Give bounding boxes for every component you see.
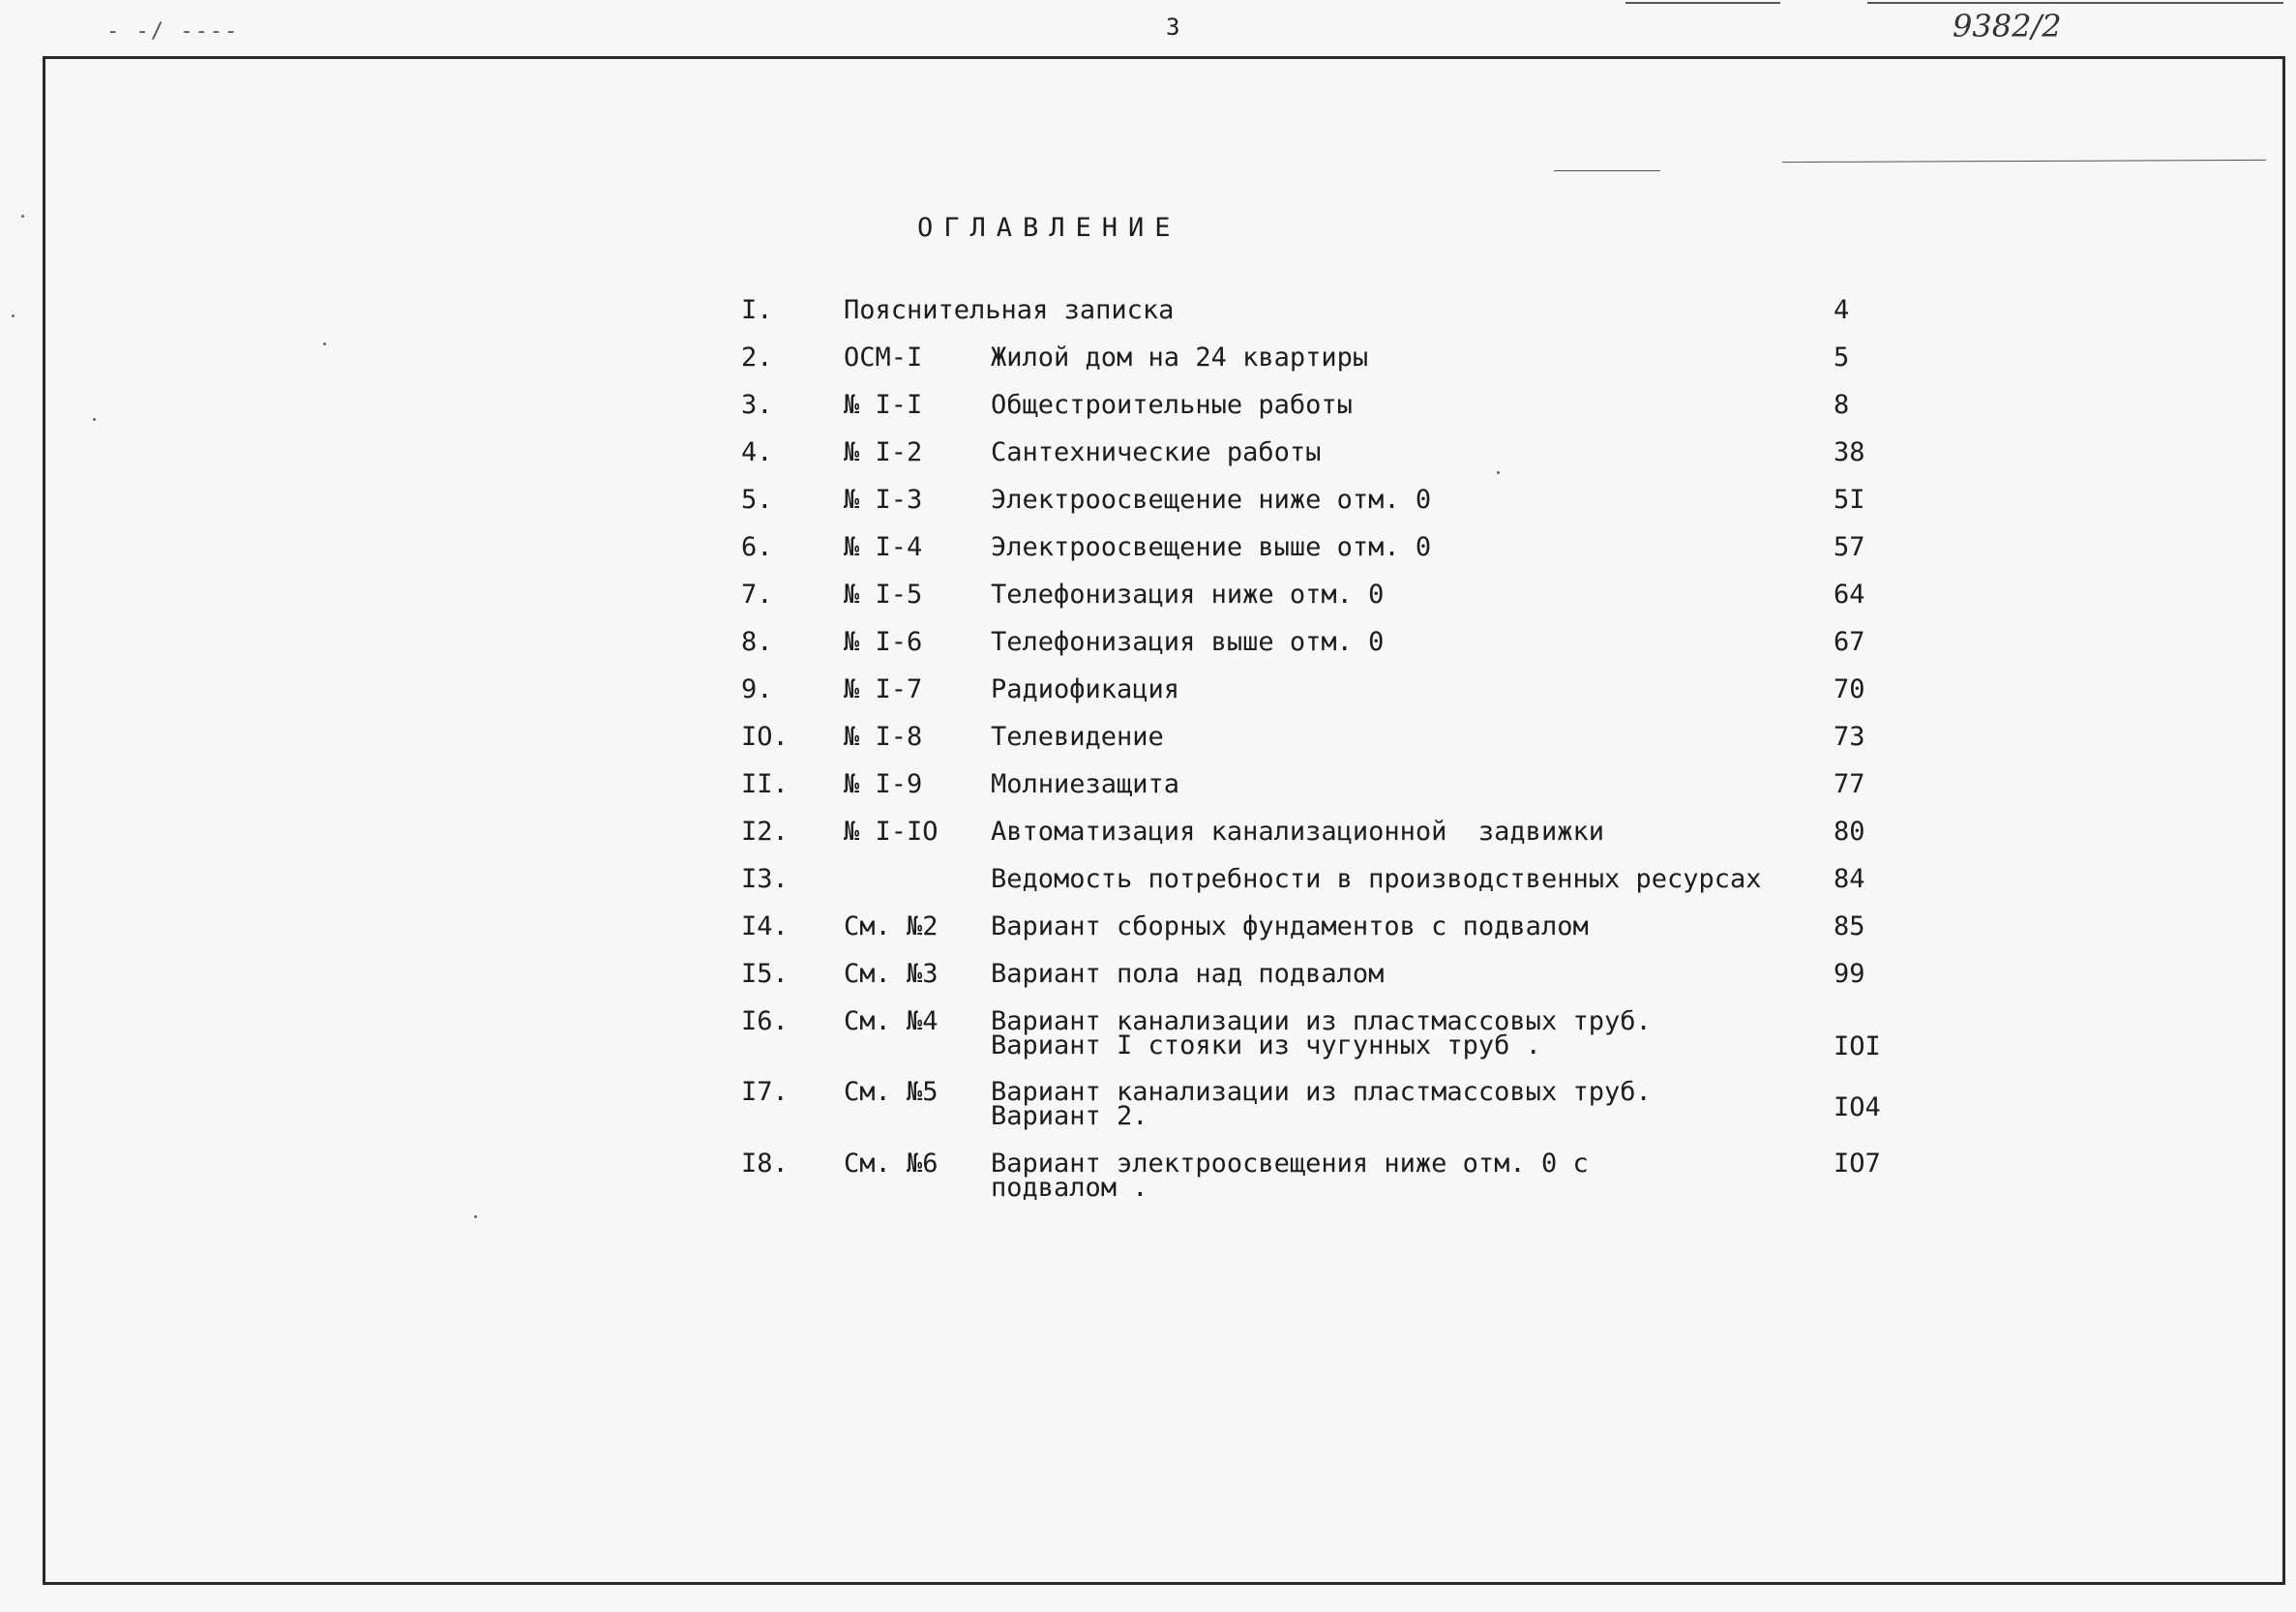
toc-page: 5I xyxy=(1834,485,1865,515)
toc-text: Радиофикация xyxy=(991,674,1180,704)
toc-text: Телевидение xyxy=(991,722,1164,752)
toc-code: См. №6 xyxy=(844,1149,939,1179)
toc-number: 7. xyxy=(741,580,773,610)
scan-speck xyxy=(21,215,24,218)
toc-text: Автоматизация канализационной задвижки xyxy=(991,817,1604,847)
toc-page: 80 xyxy=(1834,817,1865,847)
toc-text: Телефонизация выше отм. 0 xyxy=(991,627,1385,657)
document-reference: 9382/2 xyxy=(1953,8,2062,45)
toc-code: № I-I xyxy=(844,390,923,420)
toc-number: I6. xyxy=(741,1006,789,1036)
scan-speck xyxy=(474,1215,477,1218)
toc-text: Электроосвещение ниже отм. 0 xyxy=(991,485,1432,515)
toc-page: 38 xyxy=(1834,437,1865,467)
toc-number: 4. xyxy=(741,437,773,467)
toc-number: 3. xyxy=(741,390,773,420)
toc-number: 9. xyxy=(741,674,773,704)
toc-code: См. №4 xyxy=(844,1006,939,1036)
toc-page: 73 xyxy=(1834,722,1865,752)
toc-text-line2: Вариант 2. xyxy=(991,1101,1148,1131)
toc-code: № I-9 xyxy=(844,769,923,799)
toc-text: Вариант пола над подвалом xyxy=(991,959,1385,989)
toc-text: Вариант канализации из пластмассовых труб. xyxy=(991,1006,1652,1036)
toc-text-line2: Вариант I стояки из чугунных труб . xyxy=(991,1030,1541,1060)
scan-speck xyxy=(93,418,96,421)
page-number: 3 xyxy=(1166,14,1180,41)
toc-code: См. №2 xyxy=(844,911,939,941)
toc-number: I7. xyxy=(741,1077,789,1107)
toc-text: Сантехнические работы xyxy=(991,437,1322,467)
toc-number: 8. xyxy=(741,627,773,657)
toc-page: 77 xyxy=(1834,769,1865,799)
toc-text: Вариант электроосвещения ниже отм. 0 с xyxy=(991,1149,1589,1179)
toc-page: 70 xyxy=(1834,674,1865,704)
toc-code: № I-3 xyxy=(844,485,923,515)
toc-page: 64 xyxy=(1834,580,1865,610)
toc-number: I5. xyxy=(741,959,789,989)
scan-speck xyxy=(1497,471,1500,474)
toc-text: Ведомость потребности в производственных ресурсах xyxy=(991,864,1762,894)
toc-code: См. №3 xyxy=(844,959,939,989)
scan-speck xyxy=(323,343,326,345)
toc-page: 67 xyxy=(1834,627,1865,657)
toc-section-title: Пояснительная записка xyxy=(844,295,1175,325)
toc-text-line2: подвалом . xyxy=(991,1173,1148,1203)
toc-page: 99 xyxy=(1834,959,1865,989)
toc-text: Вариант канализации из пластмассовых труб. xyxy=(991,1077,1652,1107)
toc-code: № I-7 xyxy=(844,674,923,704)
toc-text: Жилой дом на 24 квартиры xyxy=(991,343,1369,373)
toc-page: IOI xyxy=(1834,1031,1881,1061)
toc-code: № I-6 xyxy=(844,627,923,657)
toc-code: № I-8 xyxy=(844,722,923,752)
toc-code: № I-4 xyxy=(844,532,923,562)
toc-number: I2. xyxy=(741,817,789,847)
toc-page: 84 xyxy=(1834,864,1865,894)
toc-code: См. №5 xyxy=(844,1077,939,1107)
toc-page: 5 xyxy=(1834,343,1850,373)
toc-number: I. xyxy=(741,295,773,325)
toc-text: Электроосвещение выше отм. 0 xyxy=(991,532,1432,562)
toc-title: ОГЛАВЛЕНИЕ xyxy=(917,213,1181,243)
header-rule-top-right-2 xyxy=(1867,2,2283,4)
toc-code: № I-2 xyxy=(844,437,923,467)
toc-code: № I-IO xyxy=(844,817,939,847)
header-rule-short xyxy=(1554,170,1660,171)
toc-page: IO7 xyxy=(1834,1149,1881,1179)
toc-text: Молниезащита xyxy=(991,769,1180,799)
top-left-mark: - -/ ---- xyxy=(106,19,240,44)
toc-number: I4. xyxy=(741,911,789,941)
toc-code: ОСМ-I xyxy=(844,343,923,373)
toc-number: IO. xyxy=(741,722,789,752)
scan-speck xyxy=(12,314,15,317)
toc-text: Телефонизация ниже отм. 0 xyxy=(991,580,1385,610)
toc-page: 4 xyxy=(1834,295,1850,325)
toc-text: Общестроительные работы xyxy=(991,390,1353,420)
toc-text: Вариант сборных фундаментов с подвалом xyxy=(991,911,1589,941)
toc-page: 57 xyxy=(1834,532,1865,562)
toc-number: I8. xyxy=(741,1149,789,1179)
header-rule-top-right xyxy=(1625,2,1780,4)
toc-number: I3. xyxy=(741,864,789,894)
toc-page: 8 xyxy=(1834,390,1850,420)
toc-number: II. xyxy=(741,769,789,799)
toc-page: IO4 xyxy=(1834,1092,1881,1122)
toc-number: 2. xyxy=(741,343,773,373)
toc-page: 85 xyxy=(1834,911,1865,941)
toc-number: 6. xyxy=(741,532,773,562)
toc-code: № I-5 xyxy=(844,580,923,610)
toc-number: 5. xyxy=(741,485,773,515)
